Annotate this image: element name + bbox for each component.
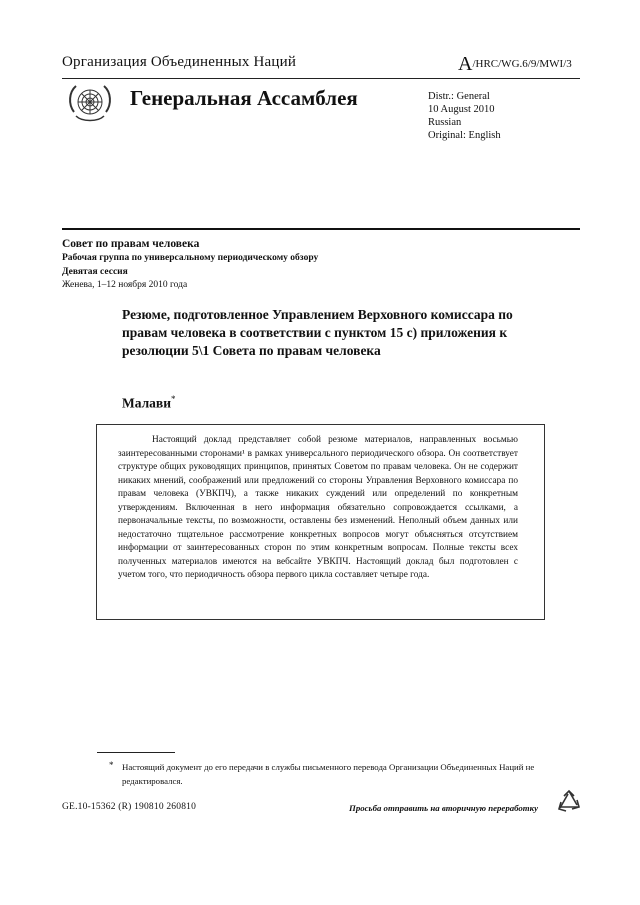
original-language-line: Original: English <box>428 130 501 141</box>
recycle-icon <box>555 788 583 816</box>
footnote-mark: * <box>109 760 114 770</box>
place-dates: Женева, 1–12 ноября 2010 года <box>62 280 188 290</box>
session-name: Девятая сессия <box>62 267 128 277</box>
footnote-rule <box>97 752 175 753</box>
council-name: Совет по правам человека <box>62 238 200 250</box>
recycle-note: Просьба отправить на вторичную переработку <box>349 803 538 813</box>
distribution-line: Distr.: General <box>428 91 490 102</box>
footnote-text: Настоящий документ до его передачи в службы письменного перевода Организации Объединенных Наций не редактировался. <box>122 762 535 786</box>
country-footnote-mark: * <box>171 394 176 404</box>
symbol-rest: /HRC/WG.6/9/MWI/3 <box>472 58 572 70</box>
symbol-letter: A <box>458 53 473 75</box>
language-line: Russian <box>428 117 462 128</box>
header-rule <box>62 78 580 79</box>
document-symbol <box>458 54 572 74</box>
summary-text: Настоящий доклад представляет собой резюме материалов, направленных восьмью заинтересованными сторонами¹ в рамках универсального периодического обзора. Он соответствует структуре общих руководящих принципов, принятых Советом по правам человека. Он не содержит никаких мнений, соображений или предложений со стороны Управления Верховного комиссара по правам человека (УВКПЧ), а также никаких суждений или определений по конкретным утверждениям. Включенная в него информация обязательно сопровождается ссылками, а первоначальные тексты, по возможности, оставлены без изменений. Неполный объем данных или недостаточно тщательное рассмотрение конкретных вопросов могут объясняться отсутствием информации от заинтересованных сторон по этим конкретным вопросам. Полные тексты всех полученных материалов имеются на вебсайте УВКПЧ. Настоящий доклад был подготовлен с учетом того, что периодичность обзора первого цикла составляет четыре года. <box>118 435 518 580</box>
distribution-block <box>428 90 501 142</box>
document-number: GE.10-15362 (R) 190810 260810 <box>62 802 197 812</box>
un-emblem-icon <box>64 82 116 126</box>
organization-name: Организация Объединенных Наций <box>62 54 297 70</box>
country-name: Малави <box>122 395 172 411</box>
section-rule <box>62 228 580 230</box>
country-heading <box>122 394 176 412</box>
assembly-title: Генеральная Ассамблея <box>130 86 358 110</box>
working-group: Рабочая группа по универсальному периодическому обзору <box>62 253 319 263</box>
document-title: Резюме, подготовленное Управлением Верховного комиссара по правам человека в соответствии с пунктом 15 с) приложения к резолюции 5\1 Совета по правам человека <box>122 307 513 358</box>
date-line: 10 August 2010 <box>428 104 495 115</box>
